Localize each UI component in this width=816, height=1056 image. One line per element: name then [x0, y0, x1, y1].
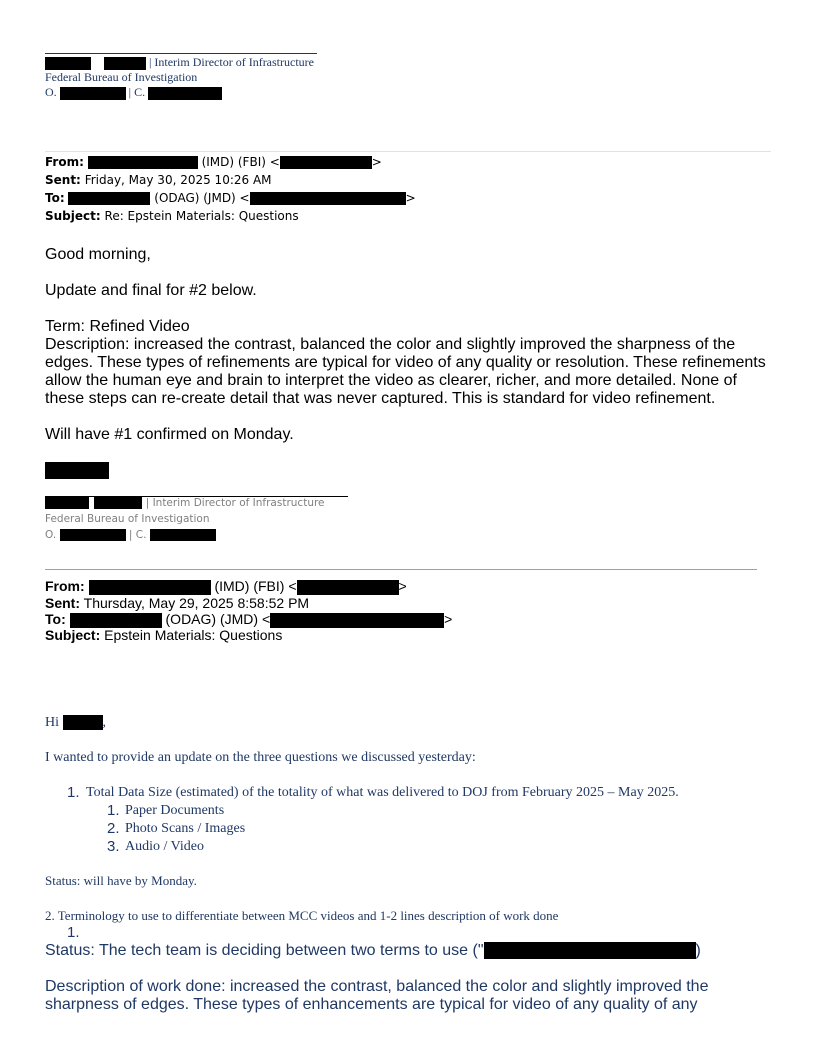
subject-label: Subject: [45, 627, 101, 643]
sent-line [45, 173, 272, 187]
hi-text: Hi [45, 715, 59, 730]
redaction-box [88, 156, 198, 169]
sub-list-item: Audio / Video [125, 839, 205, 854]
signature-title: | Interim Director of Infrastructure [145, 497, 325, 509]
cell-label: | C. [128, 85, 146, 99]
to-suffix: (ODAG) (JMD) < [165, 611, 271, 627]
redaction-box [280, 156, 372, 169]
description2-paragraph: Description of work done: increased the contrast, balanced the color and slightly improved the sharpness of edges. These types of enhancements are typical for video of any quality of any [45, 978, 709, 1013]
signature-org: Federal Bureau of Investigation [45, 70, 198, 84]
to-suffix: (ODAG) (JMD) < [154, 191, 250, 205]
redaction-box [148, 87, 222, 100]
email-separator [45, 569, 757, 570]
from-label: From: [45, 155, 84, 169]
subject-line [45, 209, 299, 223]
item2-line: 2. Terminology to use to differentiate between MCC videos and 1-2 lines description of work done [45, 908, 559, 923]
redaction-box [60, 87, 126, 100]
comma: , [102, 715, 106, 730]
to-label: To: [45, 611, 66, 627]
status-line: Status: will have by Monday. [45, 873, 197, 888]
sub-list-number: 1. [107, 802, 120, 819]
confirm-line: Will have #1 confirmed on Monday. [45, 426, 294, 443]
to-line [45, 611, 452, 628]
redaction-box [104, 57, 146, 70]
subject-value: Re: Epstein Materials: Questions [104, 209, 299, 223]
redaction-box [270, 613, 444, 628]
signature-phone-line [45, 85, 222, 100]
signature-title-line [45, 55, 314, 70]
redaction-box [70, 613, 162, 628]
sub-list-item: Paper Documents [125, 803, 225, 818]
redaction-box [45, 57, 91, 70]
close-bracket: > [405, 191, 416, 205]
from-label: From: [45, 578, 85, 594]
from-suffix: (IMD) (FBI) < [201, 155, 280, 169]
list-item-number: 1. [67, 784, 80, 801]
update-line: Update and final for #2 below. [45, 282, 257, 299]
close-bracket: > [444, 611, 453, 627]
list-item-number: 1. [67, 924, 80, 941]
office-label: O. [45, 529, 57, 541]
redaction-box [63, 715, 103, 730]
status2-suffix: ) [695, 942, 701, 959]
redaction-box [94, 497, 142, 509]
signature-phone-line [45, 529, 216, 541]
signature-rule [45, 53, 317, 54]
from-suffix: (IMD) (FBI) < [214, 578, 297, 594]
status2-prefix: Status: The tech team is deciding between two terms to use (" [45, 942, 484, 959]
subject-line [45, 627, 282, 643]
close-bracket: > [398, 578, 407, 594]
redaction-box [68, 192, 150, 205]
intro-line: I wanted to provide an update on the three questions we discussed yesterday: [45, 750, 476, 765]
sent-label: Sent: [45, 173, 81, 187]
signature-title: | Interim Director of Infrastructure [149, 55, 314, 69]
redaction-box [150, 529, 216, 541]
redaction-box [89, 580, 211, 595]
signature-org: Federal Bureau of Investigation [45, 513, 210, 525]
cell-label: | C. [128, 529, 147, 541]
sent-value: Thursday, May 29, 2025 8:58:52 PM [83, 595, 310, 611]
subject-value: Epstein Materials: Questions [104, 627, 283, 643]
redaction-box [45, 462, 109, 479]
sent-label: Sent: [45, 595, 80, 611]
from-line [45, 578, 407, 595]
close-bracket: > [371, 155, 382, 169]
term-line: Term: Refined Video [45, 318, 190, 335]
from-line [45, 155, 382, 169]
sent-line [45, 595, 309, 611]
sent-value: Friday, May 30, 2025 10:26 AM [84, 173, 272, 187]
list-item: Total Data Size (estimated) of the totality of what was delivered to DOJ from February 2025 – May 2025. [86, 785, 679, 800]
subject-label: Subject: [45, 209, 101, 223]
redaction-box [297, 580, 399, 595]
signature-title-line [45, 497, 325, 509]
sub-list-item: Photo Scans / Images [125, 821, 246, 836]
sub-list-number: 3. [107, 838, 120, 855]
description-paragraph: Description: increased the contrast, balanced the color and slightly improved the sharpness of the edges. These types of refinements are typical for video of any quality or resolution. These refinements allow the human eye and brain to interpret the video as clearer, richer, and more detailed. None of these steps can re-create detail that was never captured. This is standard for video refinement. [45, 336, 766, 407]
greeting: Good morning, [45, 246, 151, 263]
redaction-box [484, 942, 696, 959]
office-label: O. [45, 85, 57, 99]
hi-line [45, 715, 106, 731]
to-line [45, 191, 416, 205]
redaction-box [250, 192, 406, 205]
status2-line [45, 942, 701, 960]
email-separator [45, 151, 771, 152]
redaction-box [60, 529, 126, 541]
redaction-box [45, 497, 89, 509]
to-label: To: [45, 191, 65, 205]
sub-list-number: 2. [107, 820, 120, 837]
